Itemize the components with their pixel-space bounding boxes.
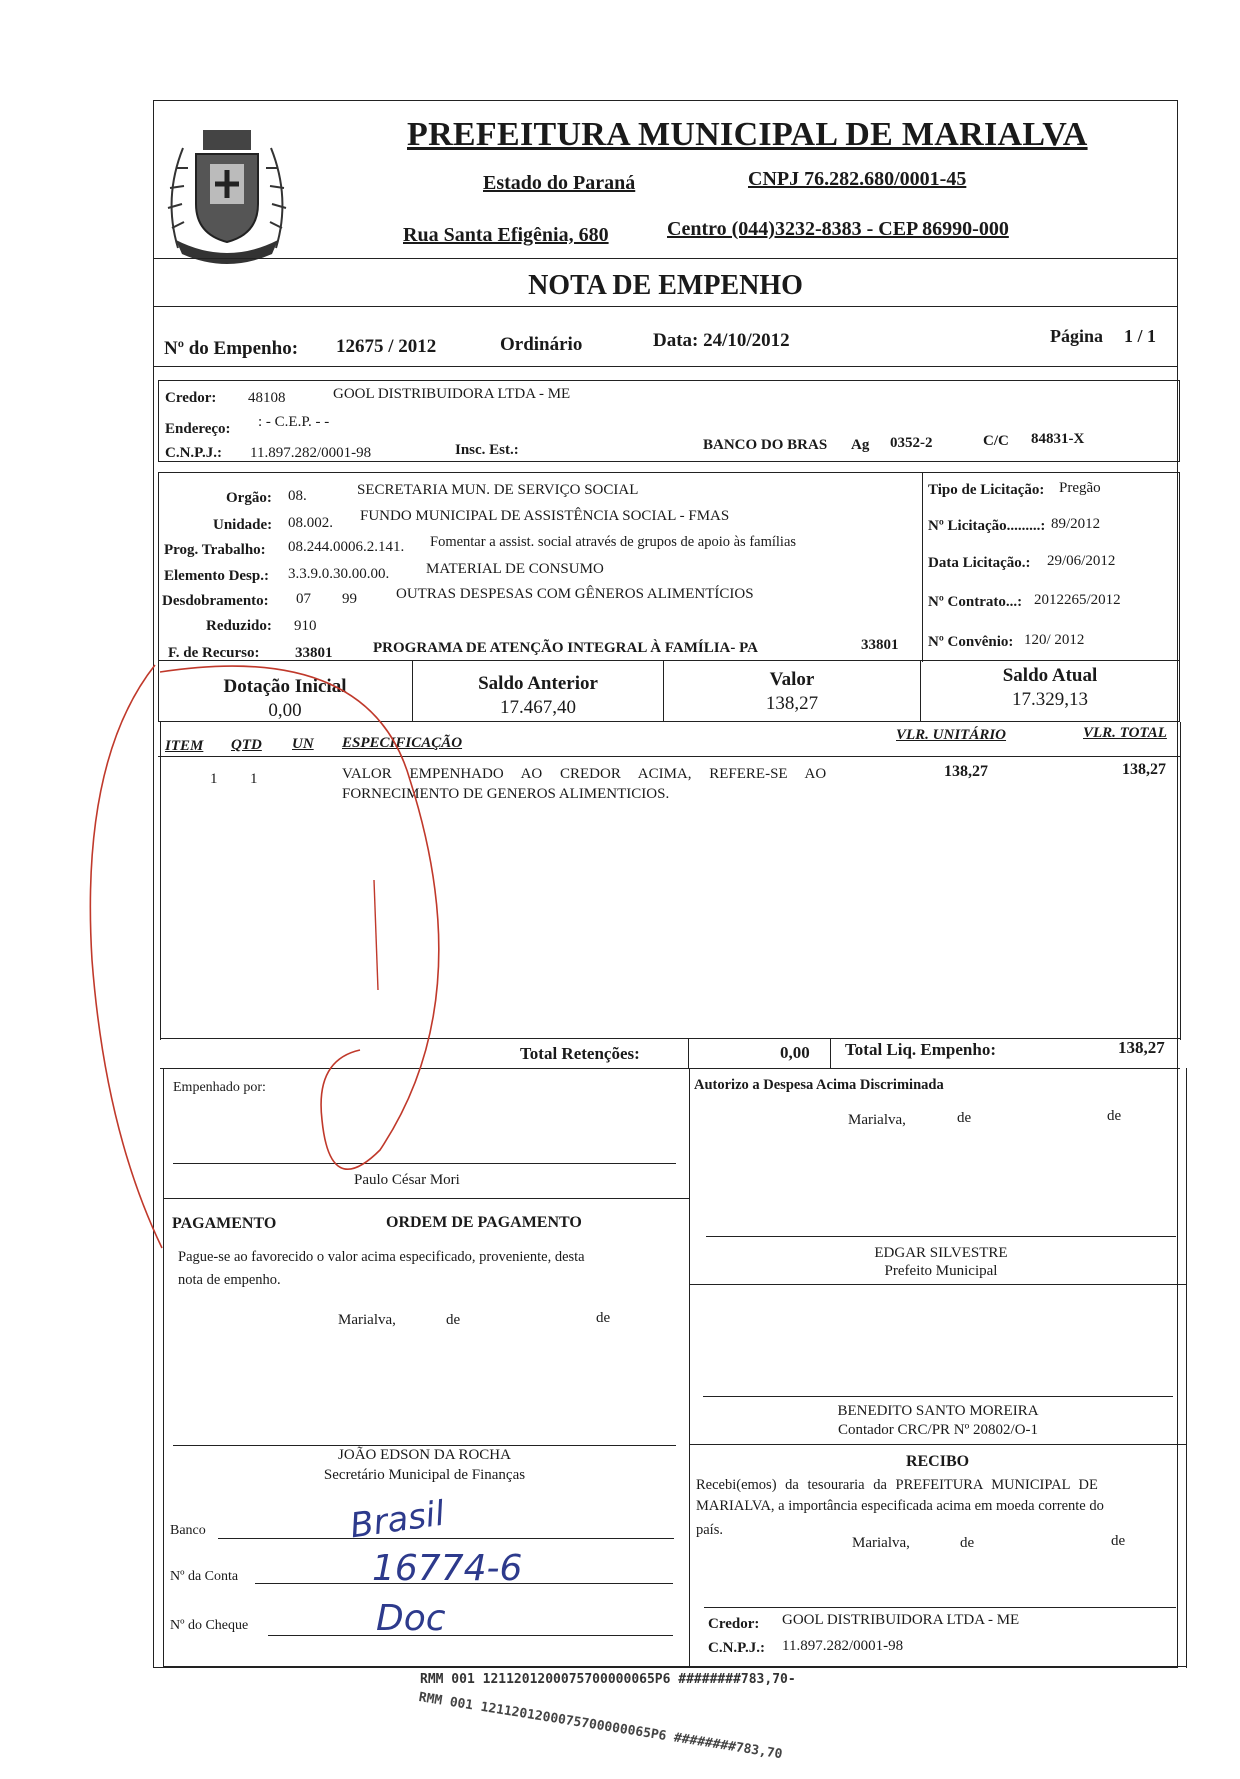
banco-label: Banco — [170, 1523, 206, 1538]
item-qtd: 1 — [250, 771, 258, 787]
item-description-line2: FORNECIMENTO DE GENEROS ALIMENTICIOS. — [342, 786, 670, 802]
licitacao-data: 29/06/2012 — [1047, 553, 1116, 569]
cheque-label: Nº do Cheque — [170, 1618, 249, 1633]
lower-middle-divider — [689, 1068, 690, 1668]
contrato-value: 2012265/2012 — [1034, 592, 1121, 608]
liq-empenho-label: Total Liq. Empenho: — [845, 1040, 996, 1059]
unidade-code: 08.002. — [288, 515, 333, 531]
totals-divider-1 — [688, 1038, 689, 1068]
recurso-label: F. de Recurso: — [168, 645, 260, 661]
liq-empenho-value: 138,27 — [1118, 1038, 1165, 1057]
balance-divider-1 — [412, 660, 413, 722]
autorizo-de-2: de — [1107, 1108, 1122, 1124]
contador-role: Contador CRC/PR Nº 20802/O-1 — [837, 1422, 1039, 1438]
recibo-de-1: de — [960, 1535, 975, 1551]
municipality-cnpj: CNPJ 76.282.680/0001-45 — [748, 168, 967, 190]
address-contact: Centro (044)3232-8383 - CEP 86990-000 — [667, 218, 1009, 240]
items-header-line — [158, 756, 1180, 757]
recurso-code-2: 33801 — [861, 637, 899, 653]
recibo-place: Marialva, — [852, 1535, 910, 1551]
bank-stamp-line2: RMM 001 1211201200075700000065P6 ########783,70 — [417, 1690, 784, 1763]
saldo-anterior-label: Saldo Anterior — [478, 673, 598, 694]
recurso-code: 33801 — [295, 645, 333, 661]
title-divider — [153, 306, 1178, 307]
banco-handwritten: Brasil — [347, 1493, 448, 1547]
recibo-text-line1: Recebi(emos) da tesouraria da PREFEITURA MUNICIPAL DE — [696, 1477, 1098, 1493]
creditor-label: Credor: — [165, 390, 217, 406]
retencoes-label: Total Retenções: — [520, 1044, 640, 1063]
recibo-text-line3: país. — [696, 1522, 723, 1538]
contador-signature-line — [703, 1396, 1173, 1397]
prefeito-bottom-line — [689, 1284, 1186, 1285]
dotacao-value: 0,00 — [268, 700, 302, 721]
street-address: Rua Santa Efigênia, 680 — [403, 224, 609, 246]
totals-top-line — [160, 1038, 1180, 1039]
pagamento-text-line1: Pague-se ao favorecido o valor acima especificado, proveniente, desta — [178, 1249, 585, 1265]
reduzido-label: Reduzido: — [206, 618, 272, 634]
licitacao-numero: 89/2012 — [1051, 516, 1101, 532]
creditor-address-label: Endereço: — [165, 421, 231, 437]
recibo-cnpj: 11.897.282/0001-98 — [782, 1638, 904, 1654]
creditor-cc: 84831-X — [1031, 431, 1085, 447]
creditor-ag-label: Ag — [851, 437, 870, 453]
desdob-code: 07 — [296, 591, 311, 607]
item-number: 1 — [210, 771, 218, 787]
bank-stamp-line1: RMM 001 1211201200075700000065P6 ########783,70- — [420, 1672, 796, 1687]
retencoes-value: 0,00 — [780, 1043, 810, 1062]
orgao-name: SECRETARIA MUN. DE SERVIÇO SOCIAL — [357, 482, 639, 498]
autorizo-de-1: de — [957, 1110, 972, 1126]
recibo-credor-label: Credor: — [708, 1616, 760, 1632]
creditor-cnpj-label: C.N.P.J.: — [165, 445, 222, 461]
document-title: NOTA DE EMPENHO — [528, 270, 803, 301]
saldo-atual-value: 17.329,13 — [1012, 689, 1088, 710]
pagamento-place: Marialva, — [338, 1312, 396, 1328]
item-unit-value: 138,27 — [944, 763, 988, 780]
balance-divider-3 — [920, 660, 921, 722]
orgao-code: 08. — [288, 488, 307, 504]
empenhado-label: Empenhado por: — [173, 1080, 266, 1095]
contador-name: BENEDITO SANTO MOREIRA — [837, 1403, 1039, 1419]
prog-code: 08.244.0006.2.141. — [288, 539, 405, 555]
creditor-cc-label: C/C — [983, 433, 1009, 449]
col-un: UN — [292, 736, 314, 752]
elemento-name: MATERIAL DE CONSUMO — [426, 561, 604, 577]
desdob-label: Desdobramento: — [162, 593, 269, 609]
recibo-title: RECIBO — [905, 1453, 970, 1470]
lower-bottom-line — [163, 1666, 1186, 1667]
totals-divider-2 — [830, 1038, 831, 1068]
valor-value: 138,27 — [765, 693, 819, 714]
pagamento-de-2: de — [596, 1310, 611, 1326]
saldo-anterior-value: 17.467,40 — [500, 697, 576, 718]
creditor-name: GOOL DISTRIBUIDORA LTDA - ME — [333, 386, 571, 402]
licitacao-data-label: Data Licitação.: — [928, 555, 1031, 571]
empenho-type: Ordinário — [500, 334, 583, 355]
empenho-number-label: Nº do Empenho: — [164, 338, 299, 359]
empenho-divider — [153, 366, 1178, 367]
col-qtd: QTD — [231, 737, 262, 753]
lower-right-border — [1186, 1068, 1187, 1668]
pagamento-de-1: de — [446, 1312, 461, 1328]
dotacao-label: Dotação Inicial — [223, 676, 347, 697]
municipality-title: PREFEITURA MUNICIPAL DE MARIALVA — [407, 116, 1088, 153]
empenhado-signer: Paulo César Mori — [354, 1172, 460, 1188]
recibo-top-line — [689, 1444, 1186, 1445]
item-total-value: 138,27 — [1122, 761, 1166, 778]
creditor-address: : - C.E.P. - - — [258, 414, 330, 430]
col-item: ITEM — [165, 738, 204, 754]
pagamento-label: PAGAMENTO — [172, 1215, 277, 1232]
balance-divider-2 — [663, 660, 664, 722]
elemento-code: 3.3.9.0.30.00.00. — [288, 566, 390, 582]
banco-line — [218, 1538, 674, 1539]
prefeito-name: EDGAR SILVESTRE — [874, 1245, 1008, 1261]
prog-name: Fomentar a assist. social através de grupos de apoio às famílias — [430, 534, 797, 550]
recurso-name: PROGRAMA DE ATENÇÃO INTEGRAL À FAMÍLIA- PA — [373, 640, 759, 656]
cheque-handwritten: Doc — [376, 1598, 446, 1639]
contrato-label: Nº Contrato...: — [928, 594, 1023, 610]
prefeito-signature-line — [706, 1236, 1176, 1237]
orgao-label: Orgão: — [226, 490, 272, 506]
saldo-atual-label: Saldo Atual — [1002, 665, 1098, 686]
reduzido-value: 910 — [294, 618, 317, 634]
creditor-insc-label: Insc. Est.: — [455, 442, 519, 458]
creditor-bank: BANCO DO BRAS — [703, 437, 828, 453]
secretario-name: JOÃO EDSON DA ROCHA — [338, 1447, 511, 1463]
recibo-cnpj-label: C.N.P.J.: — [708, 1640, 765, 1656]
conta-label: Nº da Conta — [170, 1569, 239, 1584]
empenho-number: 12675 / 2012 — [336, 336, 437, 357]
convenio-value: 120/ 2012 — [1024, 632, 1085, 648]
municipal-coat-of-arms — [158, 118, 296, 268]
secretario-role: Secretário Municipal de Finanças — [323, 1467, 526, 1483]
cheque-line — [268, 1635, 673, 1636]
autorizo-place: Marialva, — [848, 1112, 906, 1128]
ordem-pagamento-label: ORDEM DE PAGAMENTO — [386, 1214, 582, 1231]
empenho-date: Data: 24/10/2012 — [653, 330, 790, 351]
conta-handwritten: 16774-6 — [372, 1548, 523, 1589]
unidade-label: Unidade: — [213, 517, 273, 533]
recibo-signature-line — [704, 1607, 1176, 1608]
header-divider — [153, 258, 1178, 259]
budget-divider — [922, 472, 923, 662]
autorizo-label: Autorizo a Despesa Acima Discriminada — [694, 1077, 944, 1093]
unidade-name: FUNDO MUNICIPAL DE ASSISTÊNCIA SOCIAL - FMAS — [360, 508, 730, 524]
recibo-de-2: de — [1111, 1533, 1126, 1549]
licitacao-tipo-label: Tipo de Licitação: — [928, 482, 1045, 498]
pagamento-text-line2: nota de empenho. — [178, 1272, 281, 1288]
prefeito-role: Prefeito Municipal — [884, 1263, 998, 1279]
desdob-sub: 99 — [342, 591, 357, 607]
empenhado-signature-line — [173, 1163, 676, 1164]
creditor-cnpj: 11.897.282/0001-98 — [250, 445, 372, 461]
col-unit-value: VLR. UNITÁRIO — [896, 727, 1007, 743]
pagamento-signature-line — [173, 1445, 676, 1446]
items-left-border — [160, 722, 161, 1040]
licitacao-tipo: Pregão — [1059, 480, 1101, 496]
item-description-line1: VALOR EMPENHADO AO CREDOR ACIMA, REFERE-SE AO — [342, 766, 827, 782]
page-number: 1 / 1 — [1124, 326, 1157, 346]
desdob-name: OUTRAS DESPESAS COM GÊNEROS ALIMENTÍCIOS — [396, 586, 754, 602]
creditor-code: 48108 — [248, 390, 286, 406]
recibo-text-line2: MARIALVA, a importância especificada acima em moeda corrente do — [696, 1498, 1104, 1514]
creditor-ag: 0352-2 — [890, 435, 933, 451]
elemento-label: Elemento Desp.: — [164, 568, 269, 584]
page-label: Página — [1050, 326, 1104, 346]
prog-label: Prog. Trabalho: — [164, 542, 266, 558]
items-right-border — [1180, 722, 1181, 1040]
licitacao-numero-label: Nº Licitação.........: — [928, 518, 1046, 534]
valor-label: Valor — [769, 669, 815, 690]
pagamento-top-line — [163, 1198, 689, 1199]
state-name: Estado do Paraná — [483, 172, 636, 194]
totals-bottom-line — [160, 1068, 1180, 1069]
recibo-credor: GOOL DISTRIBUIDORA LTDA - ME — [782, 1612, 1020, 1628]
convenio-label: Nº Convênio: — [928, 634, 1014, 650]
lower-left-border — [163, 1068, 164, 1668]
col-spec: ESPECIFICAÇÃO — [342, 735, 463, 751]
col-total-value: VLR. TOTAL — [1083, 725, 1167, 741]
